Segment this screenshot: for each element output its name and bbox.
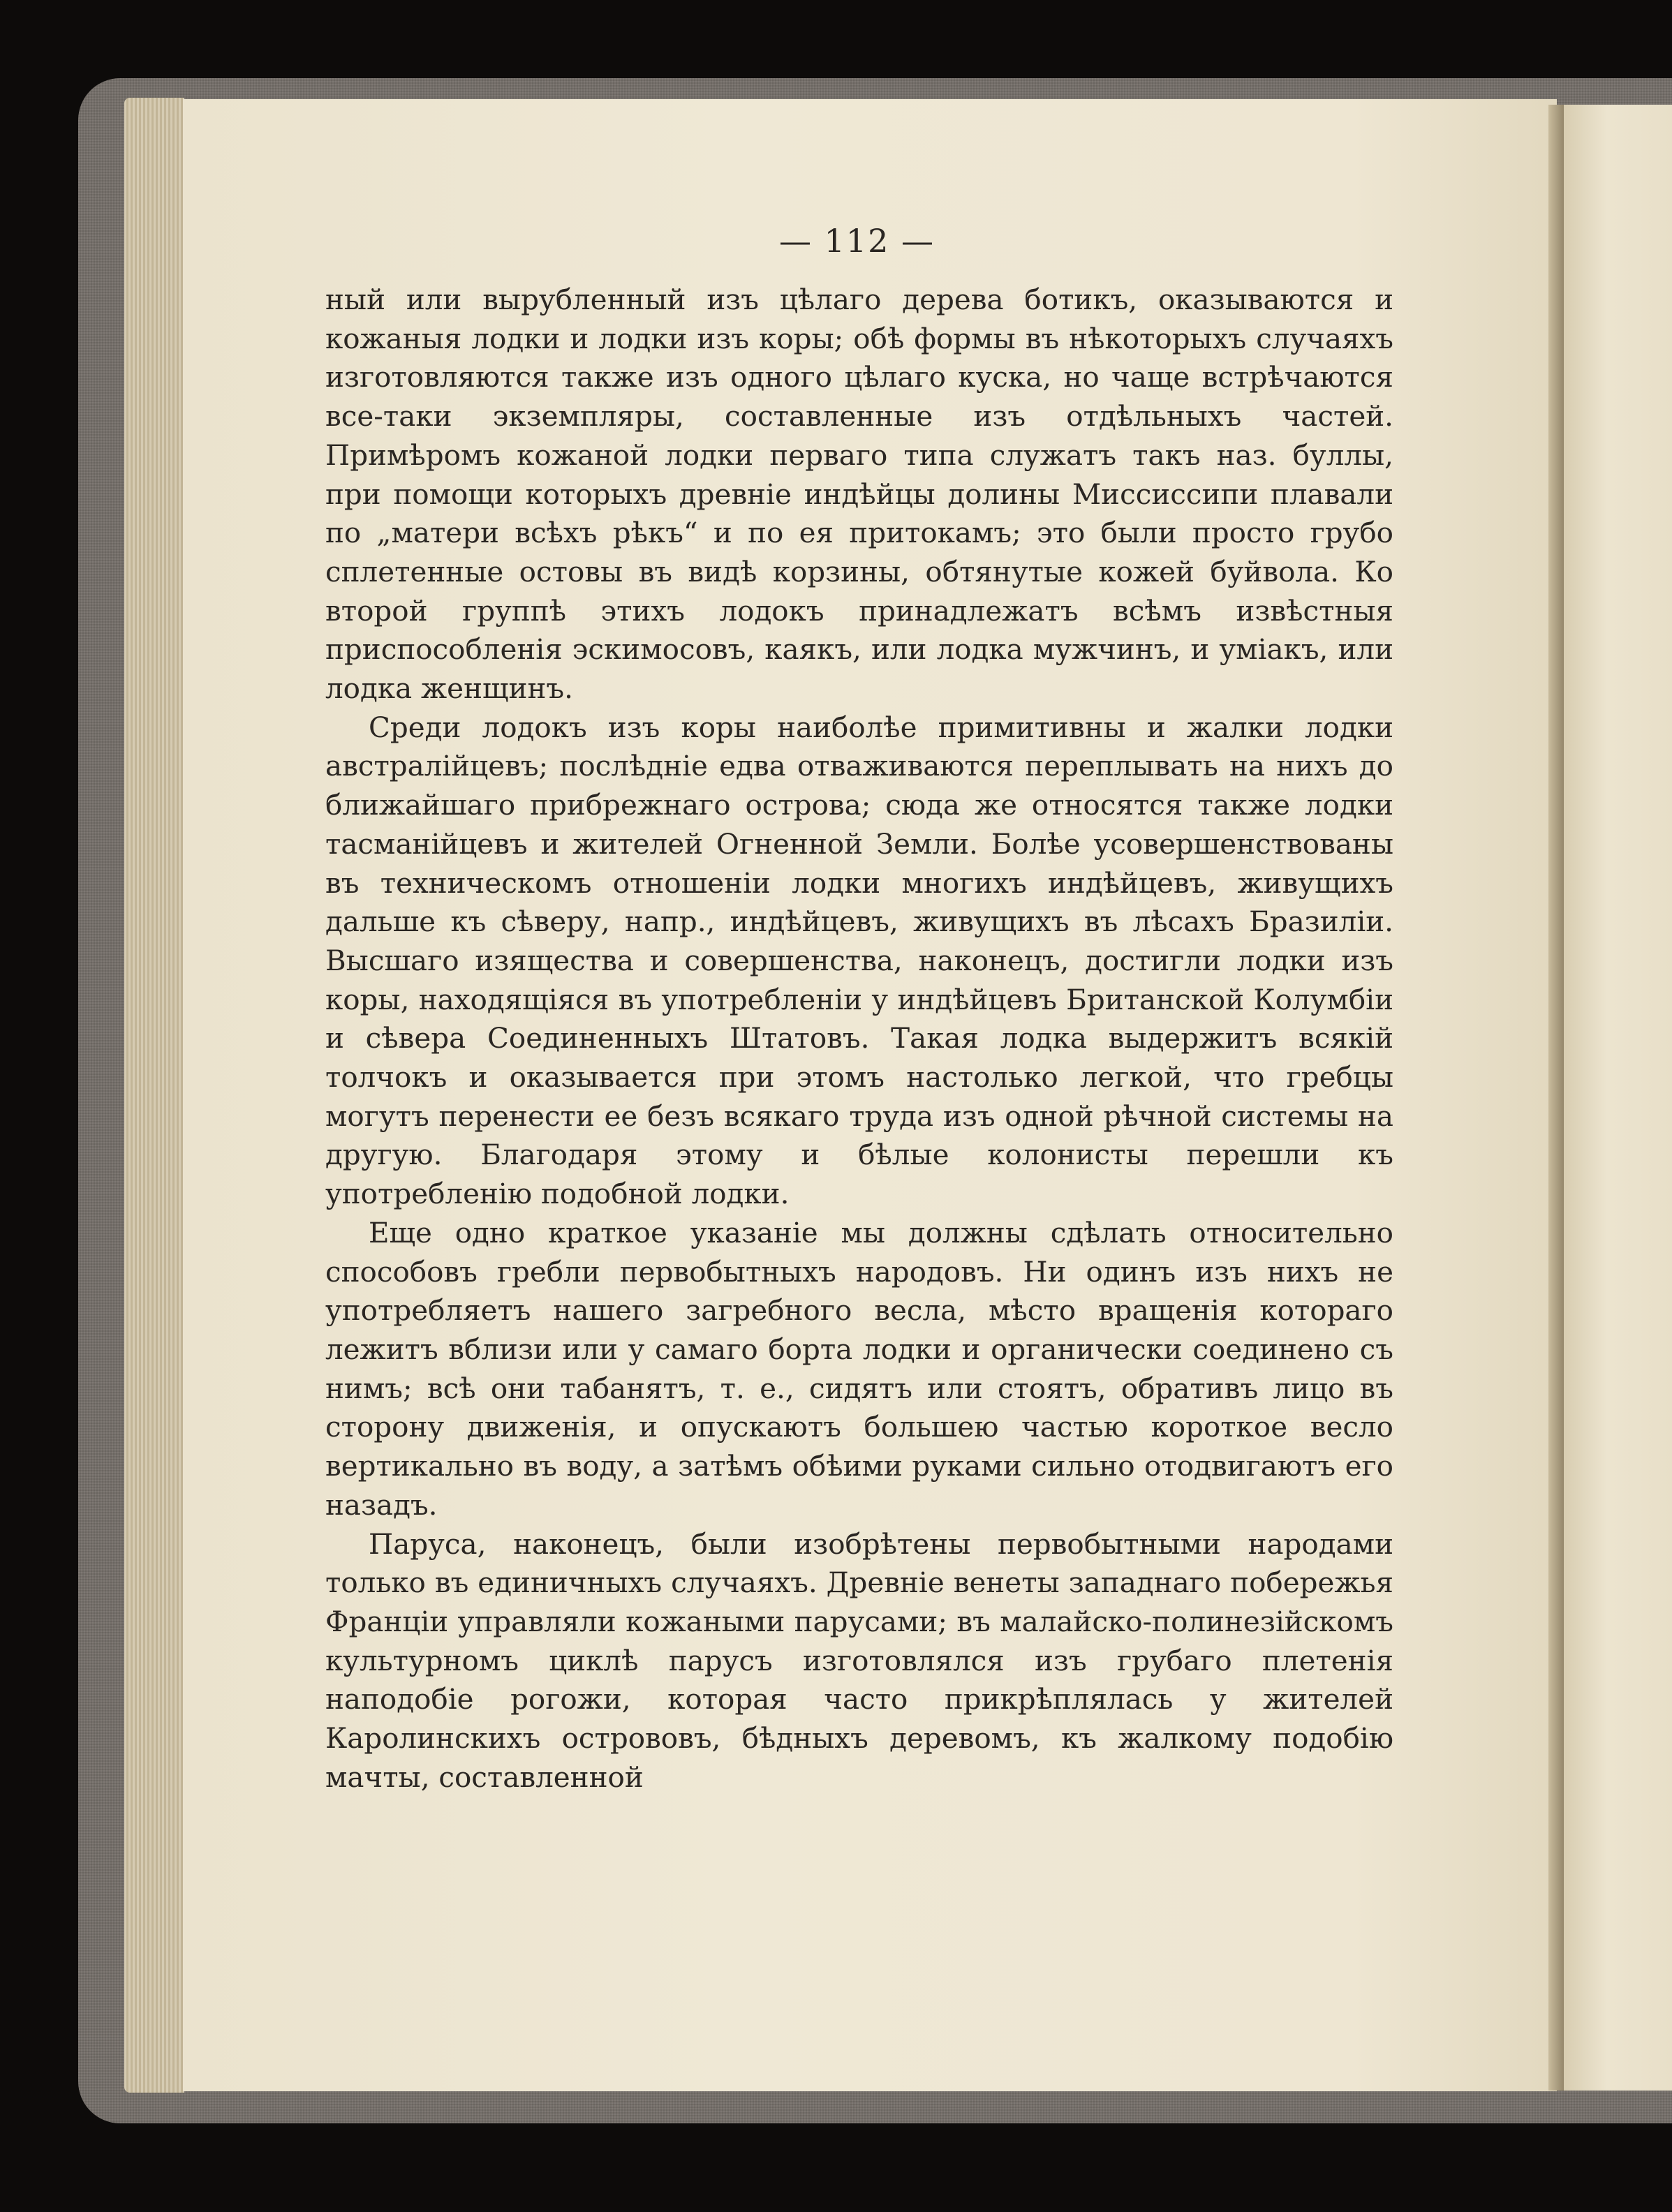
page-text: [325, 281, 1393, 1797]
paragraph: Паруса, наконецъ, были изобрѣтены первобытными народами только въ единичныхъ случаяхъ. Древніе венеты западнаго побережья Франціи управляли кожаными парусами; въ малайско-полинезійскомъ культурномъ циклѣ парусъ изготовлялся изъ грубаго плетенія наподобіе рогожи, которая часто прикрѣплялась у жителей Каролинскихъ острововъ, бѣдныхъ деревомъ, къ жалкому подобію мачты, составленной: [325, 1527, 1393, 1794]
paragraph: Среди лодокъ изъ коры наиболѣе примитивны и жалки лодки австралійцевъ; послѣдніе едва отваживаются переплывать на нихъ до ближайшаго прибрежнаго острова; сюда же относятся также лодки тасманійцевъ и жителей Огненной Земли. Болѣе усовершенствованы въ техническомъ отношеніи лодки многихъ индѣйцевъ, живущихъ дальше къ сѣверу, напр., индѣйцевъ, живущихъ въ лѣсахъ Бразиліи. Высшаго изящества и совершенства, наконецъ, достигли лодки изъ коры, находящіяся въ употребленіи у индѣйцевъ Британской Колумбіи и сѣвера Соединенныхъ Штатовъ. Такая лодка выдержитъ всякій толчокъ и оказывается при этомъ настолько легкой, что гребцы могутъ перенести ее безъ всякаго труда изъ одной рѣчной системы на другую. Благодаря этому и бѣлые колонисты перешли къ употребленію подобной лодки.: [325, 710, 1393, 1211]
next-page-edge: [1564, 105, 1672, 2091]
paragraph: Еще одно краткое указаніе мы должны сдѣлать относительно способовъ гребли первобытныхъ народовъ. Ни одинъ изъ нихъ не употребляетъ нашего загребного весла, мѣсто вращенія котораго лежитъ вблизи или у самаго борта лодки и органически соединено съ нимъ; всѣ они табанятъ, т. е., сидятъ или стоятъ, обративъ лицо въ сторону движенія, и опускаютъ большею частью короткое весло вертикально въ воду, а затѣмъ обѣими руками сильно отодвигаютъ его назадъ.: [325, 1215, 1393, 1522]
paragraph: ный или вырубленный изъ цѣлаго дерева ботикъ, оказываются и кожаныя лодки и лодки изъ коры; обѣ формы въ нѣкоторыхъ случаяхъ изготовляются также изъ одного цѣлаго куска, но чаще встрѣчаются все-таки экземпляры, составленные изъ отдѣльныхъ частей. Примѣромъ кожаной лодки перваго типа служатъ такъ наз. буллы, при помощи которыхъ древніе индѣйцы долины Миссиссипи плавали по „матери всѣхъ рѣкъ“ и по ея притокамъ; это были просто грубо сплетенные остовы въ видѣ корзины, обтянутые кожей буйвола. Ко второй группѣ этихъ лодокъ принадлежатъ всѣмъ извѣстныя приспособленія эскимосовъ, каякъ, или лодка мужчинъ, и уміакъ, или лодка женщинъ.: [325, 283, 1393, 706]
page-edges: [124, 98, 184, 2093]
page-number: — 112 —: [778, 222, 935, 260]
